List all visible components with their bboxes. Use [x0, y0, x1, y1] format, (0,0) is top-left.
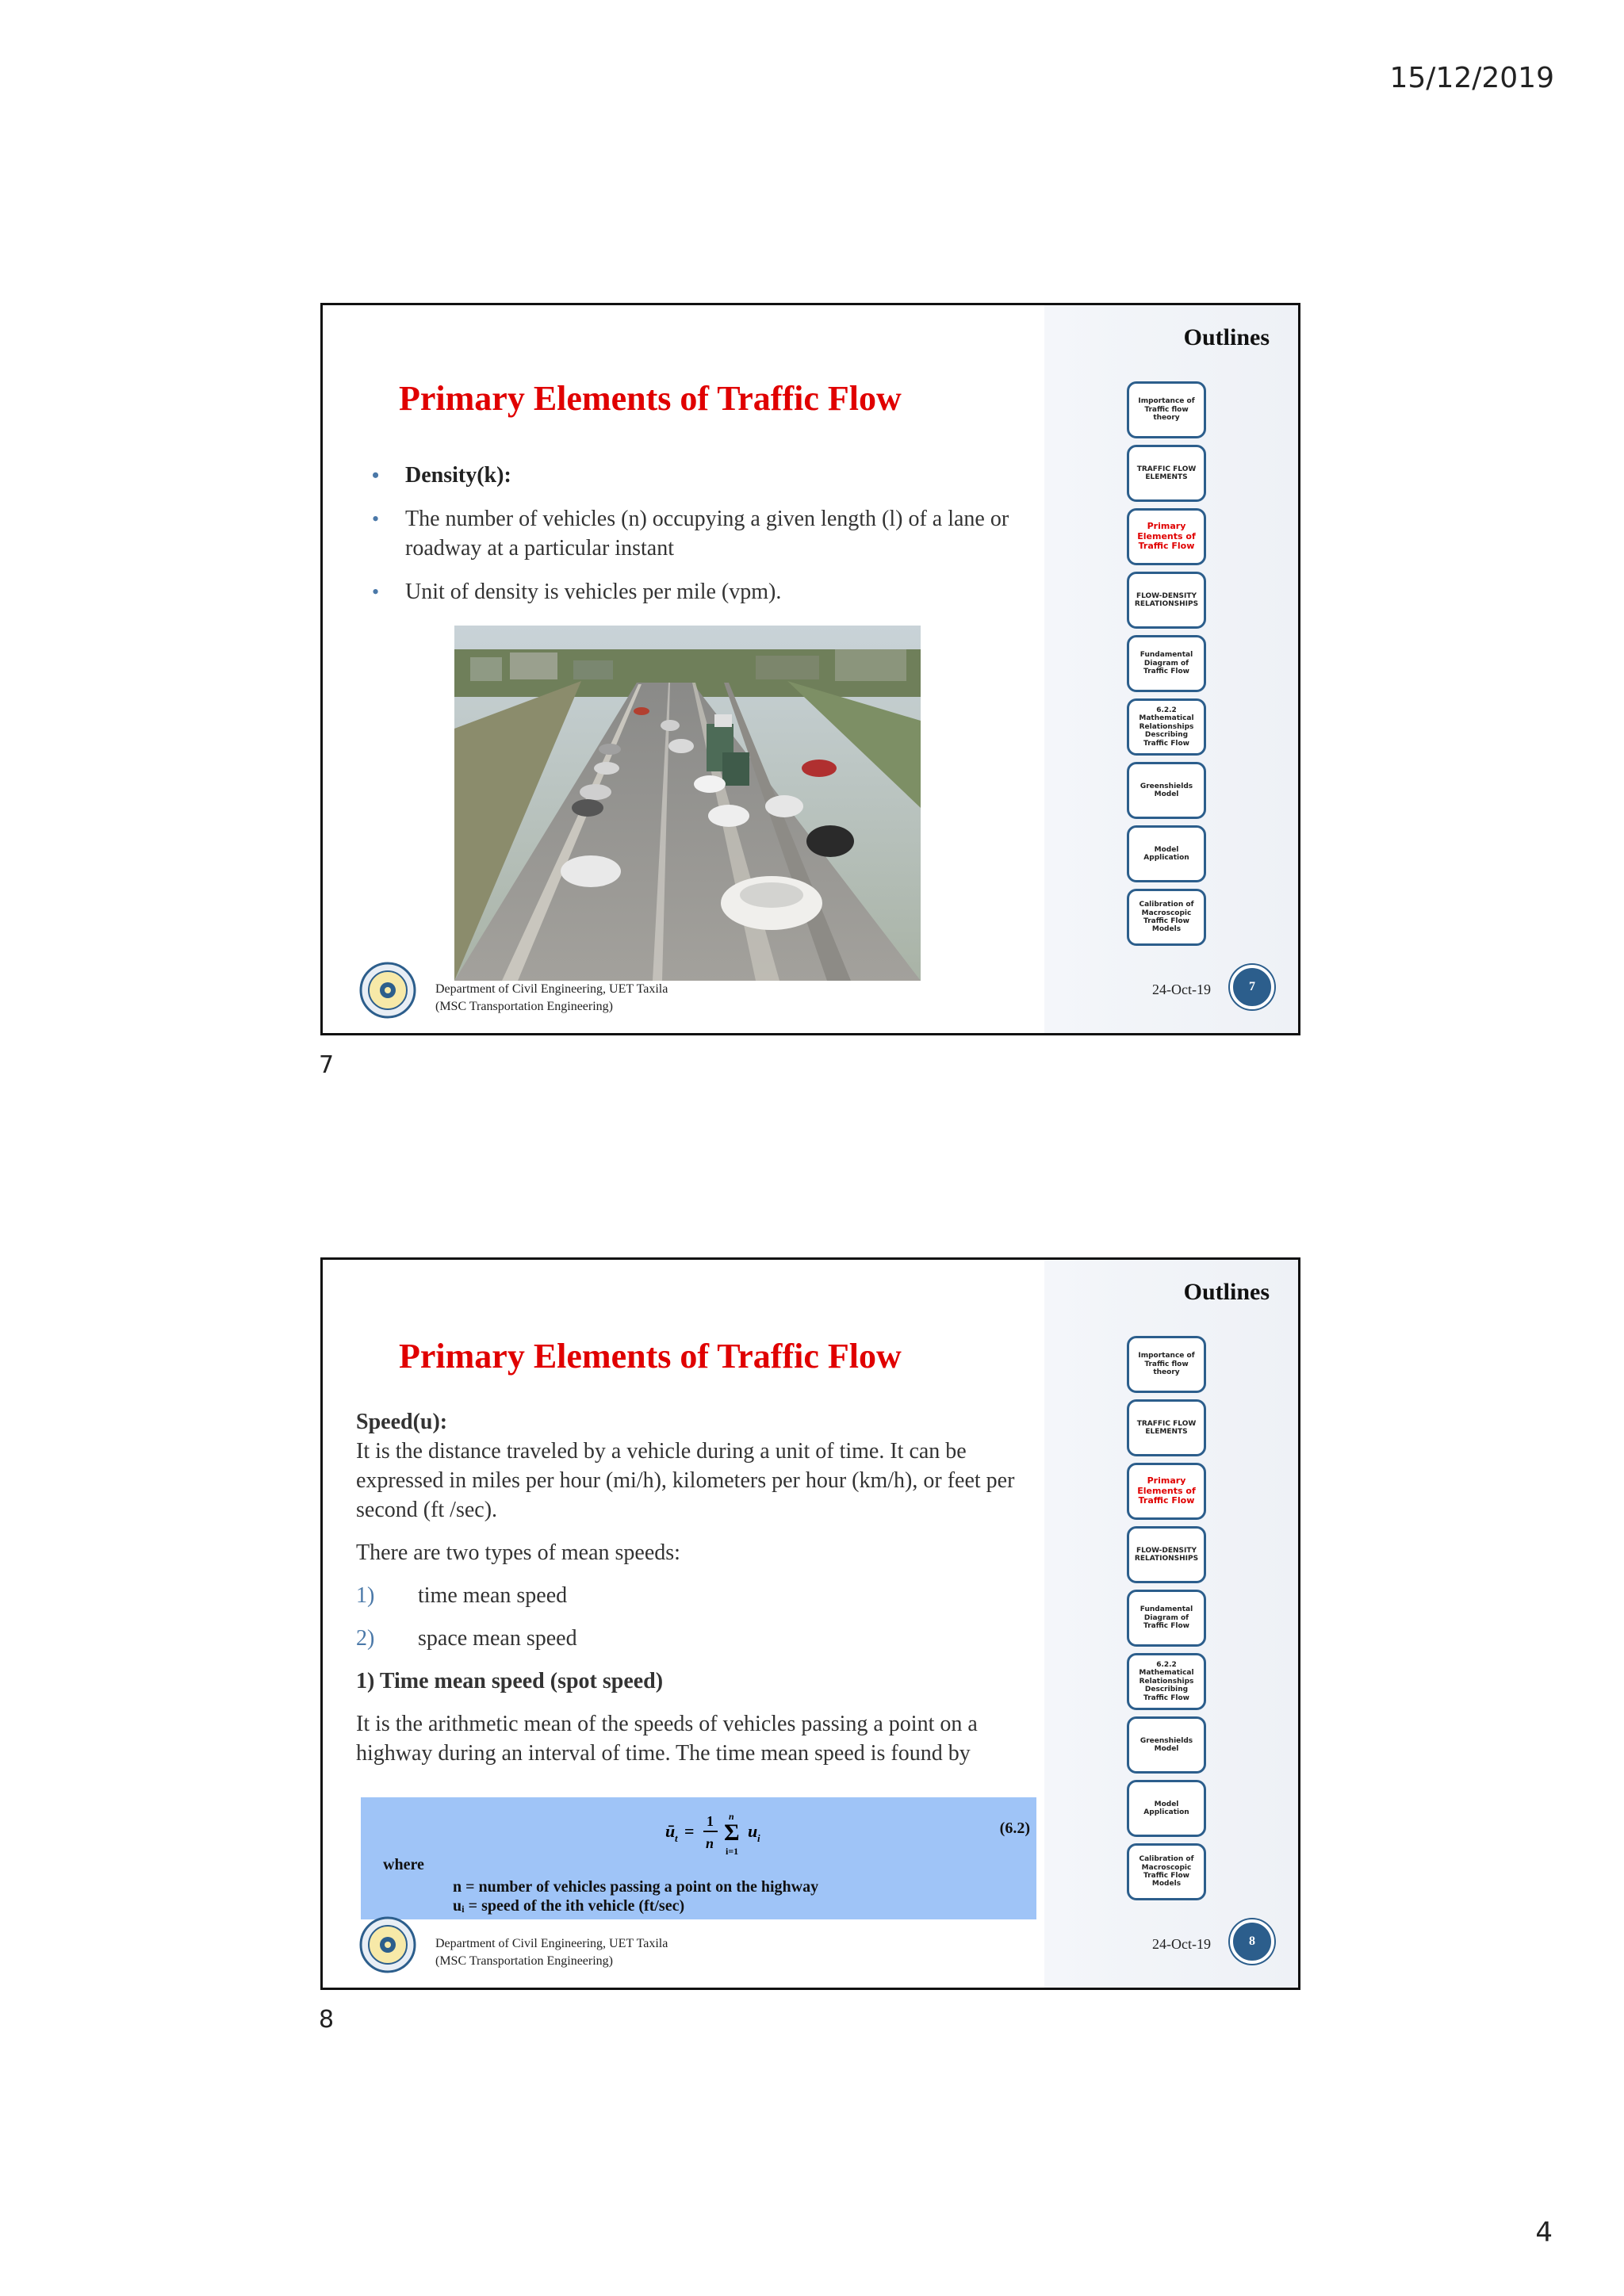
svg-text:Σ: Σ: [724, 1820, 740, 1846]
svg-text:i: i: [757, 1832, 760, 1844]
outlines-title: Outlines: [1183, 1279, 1270, 1305]
bullet-item: • Unit of density is vehicles per mile (vpm).: [372, 580, 782, 604]
list-item-number: 2): [356, 1626, 375, 1651]
time-mean-speed-definition: It is the arithmetic mean of the speeds of vehicles passing a point on a highway during an interval of time. The time mean speed is found by: [356, 1712, 978, 1766]
outline-item-model-application[interactable]: Model Application: [1127, 825, 1206, 882]
time-mean-speed-formula: [662, 1808, 821, 1858]
department-footer: [435, 981, 668, 1016]
page-number: 4: [1535, 2217, 1553, 2248]
list-item-label: time mean speed: [418, 1583, 568, 1608]
slide-title: Primary Elements of Traffic Flow: [399, 379, 902, 418]
university-logo: [359, 1916, 416, 1973]
department-name: Department of Civil Engineering, UET Taxila: [435, 982, 668, 996]
bullet-item: • The number of vehicles (n) occupying a given length (l) of a lane or roadway at a particular instant: [372, 507, 1009, 561]
outline-item-importance[interactable]: Importance of Traffic flow theory: [1127, 1336, 1206, 1393]
list-item: [356, 1581, 1038, 1610]
outlines-title: Outlines: [1183, 324, 1270, 350]
outline-item-model-application[interactable]: Model Application: [1127, 1780, 1206, 1837]
outline-item-fundamental-diagram[interactable]: Fundamental Diagram of Traffic Flow: [1127, 635, 1206, 692]
slide-number-label: 8: [319, 2006, 335, 2034]
program-name: (MSC Transportation Engineering): [435, 1000, 613, 1013]
outline-item-mathematical-relationships[interactable]: 6.2.2 Mathematical Relationships Describing Traffic Flow: [1127, 698, 1206, 756]
svg-text:n: n: [706, 1835, 714, 1851]
program-name: (MSC Transportation Engineering): [435, 1954, 613, 1968]
density-bullet-list: [370, 461, 1021, 621]
outline-item-flow-density[interactable]: FLOW-DENSITY RELATIONSHIPS: [1127, 1526, 1206, 1583]
outline-item-calibration[interactable]: Calibration of Macroscopic Traffic Flow Models: [1127, 1843, 1206, 1900]
list-item: [356, 1624, 1038, 1653]
outline-item-traffic-flow-elements[interactable]: TRAFFIC FLOW ELEMENTS: [1127, 1399, 1206, 1456]
speed-content: [356, 1407, 1038, 1768]
slide-page-badge: 8: [1230, 1919, 1274, 1964]
slide-page-badge: 7: [1230, 965, 1274, 1009]
speed-heading: Speed(u):: [356, 1410, 448, 1434]
formula-definition-n: n = number of vehicles passing a point on the highway: [453, 1878, 819, 1896]
highway-traffic-photo: [454, 626, 921, 981]
svg-text:u: u: [748, 1821, 758, 1841]
formula-where-label: where: [383, 1856, 424, 1873]
outline-item-greenshields-model[interactable]: Greenshields Model: [1127, 1716, 1206, 1774]
outline-item-greenshields-model[interactable]: Greenshields Model: [1127, 762, 1206, 819]
outline-item-fundamental-diagram[interactable]: Fundamental Diagram of Traffic Flow: [1127, 1590, 1206, 1647]
slide-7: [320, 303, 1300, 1035]
outline-item-calibration[interactable]: Calibration of Macroscopic Traffic Flow Models: [1127, 889, 1206, 946]
mean-speed-types-intro: There are two types of mean speeds:: [356, 1540, 680, 1565]
svg-text:=: =: [684, 1821, 695, 1841]
formula-box: [361, 1797, 1036, 1919]
equation-number: (6.2): [999, 1820, 1030, 1837]
speed-definition: It is the distance traveled by a vehicle during a unit of time. It can be expressed in miles per hour (mi/h), kilometers per hour (km/h), or feet per second (ft /sec).: [356, 1439, 1015, 1522]
department-footer: [435, 1935, 668, 1970]
svg-text:t: t: [675, 1832, 678, 1844]
outline-sidebar: [1044, 1260, 1298, 1988]
outline-item-mathematical-relationships[interactable]: 6.2.2 Mathematical Relationships Describing Traffic Flow: [1127, 1653, 1206, 1710]
outline-sidebar: [1044, 305, 1298, 1033]
list-item-number: 1): [356, 1583, 375, 1608]
slide-date: 24-Oct-19: [1152, 982, 1211, 997]
outline-item-primary-elements[interactable]: Primary Elements of Traffic Flow: [1127, 1463, 1206, 1520]
slide-date: 24-Oct-19: [1152, 1936, 1211, 1952]
slide-title: Primary Elements of Traffic Flow: [399, 1337, 902, 1376]
outline-item-importance[interactable]: Importance of Traffic flow theory: [1127, 381, 1206, 438]
outline-item-traffic-flow-elements[interactable]: TRAFFIC FLOW ELEMENTS: [1127, 445, 1206, 502]
bullet-item: • Density(k):: [372, 463, 511, 488]
time-mean-speed-heading: 1) Time mean speed (spot speed): [356, 1669, 664, 1693]
department-name: Department of Civil Engineering, UET Taxila: [435, 1937, 668, 1950]
slide-8: [320, 1257, 1300, 1990]
outline-item-primary-elements[interactable]: Primary Elements of Traffic Flow: [1127, 508, 1206, 565]
svg-text:ū: ū: [665, 1821, 676, 1841]
svg-text:1: 1: [707, 1813, 714, 1829]
slide-number-label: 7: [319, 1051, 335, 1079]
svg-text:i=1: i=1: [726, 1846, 739, 1857]
page-date: 15/12/2019: [1389, 62, 1554, 94]
university-logo: [359, 962, 416, 1019]
svg-text:n: n: [729, 1811, 734, 1822]
list-item-label: space mean speed: [418, 1626, 577, 1651]
outline-item-flow-density[interactable]: FLOW-DENSITY RELATIONSHIPS: [1127, 572, 1206, 629]
formula-definition-u: uᵢ = speed of the ith vehicle (ft/sec): [453, 1897, 685, 1915]
